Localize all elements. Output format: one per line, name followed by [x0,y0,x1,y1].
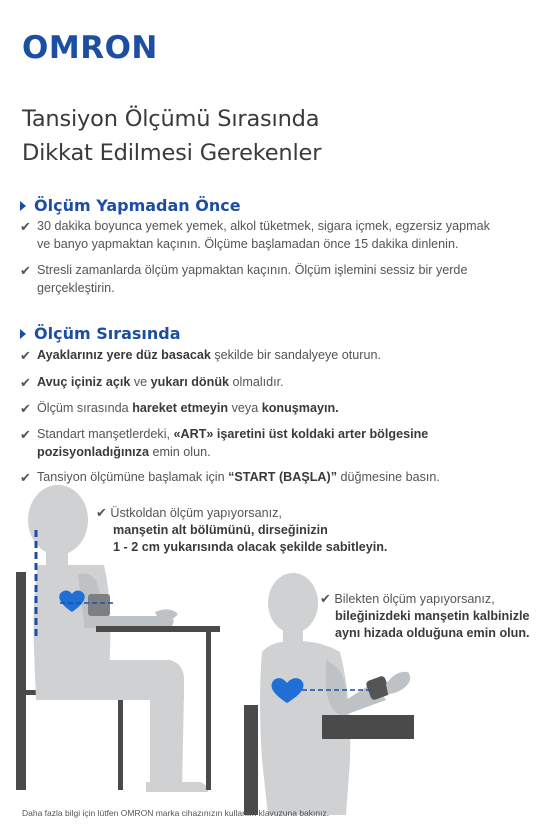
check-icon: ✔ [20,219,31,234]
check-icon: ✔ [20,470,31,485]
note-bold-line: aynı hizada olduğuna emin olun. [335,626,530,640]
note-bold-line: bileğinizdeki manşetin kalbinizle [335,609,530,623]
lower-leg [150,690,184,790]
check-icon: ✔ [20,348,31,363]
check-icon: ✔ [20,427,31,442]
item-text: şekilde bir sandalyeye oturun. [210,348,381,362]
note-bold-line: 1 - 2 cm yukarısında olacak şekilde sabitleyin. [113,540,388,554]
brand-logo: OMRON [22,30,158,66]
arm-support [322,715,414,739]
item-text: ve [130,375,151,389]
check-icon: ✔ [20,375,31,390]
head [268,573,318,633]
item-bold-text: işaretini üst koldaki arter bölgesine [213,427,429,441]
item-bold-text: “START (BAŞLA)” [228,470,338,484]
upper-arm-note [96,504,387,556]
table-leg [206,632,211,790]
item-text-line: gerçekleştirin. [37,280,115,295]
item-text: Tansiyon ölçümüne başlamak için [37,470,229,484]
note-bold-line: manşetin alt bölümünü, dirseğinizin [113,523,328,537]
item-text: olmalıdır. [229,375,284,389]
check-icon: ✔ [20,263,31,278]
item-text: emin olun. [148,444,211,459]
item-bold-text: Ayaklarınız yere düz basacak [37,348,211,362]
check-icon: ✔ [20,401,31,416]
note-line: Üstkoldan ölçüm yapıyorsanız, [110,506,282,520]
arm-cuff [88,594,110,616]
chair-back [244,705,258,815]
item-text: düğmesine basın. [337,470,440,484]
wrist-note [320,590,530,642]
check-icon: ✔ [320,591,331,606]
page-title-line-2: Dikkat Edilmesi Gerekenler [22,140,322,166]
chair-back [16,572,26,790]
item-bold-text: «ART» [173,427,214,441]
item-bold-text: pozisyonladığınıza [37,444,149,459]
item-text-line: 30 dakika boyunca yemek yemek, alkol tüketmek, sigara içmek, egzersiz yapmak [37,219,490,233]
item-text: Ölçüm sırasında [37,401,133,415]
chair-leg [118,690,123,790]
item-bold-text: yukarı dönük [150,375,230,389]
item-text: veya [228,401,262,415]
item-bold-text: konuşmayın. [261,401,339,415]
item-text-line: Stresli zamanlarda ölçüm yapmaktan kaçının. Ölçüm işlemini sessiz bir yerde [37,263,468,277]
item-text: Standart manşetlerdeki, [37,427,174,441]
item-bold-text: Avuç içiniz açık [37,375,131,389]
hand [386,672,410,694]
section-heading: Ölçüm Sırasında [34,324,181,343]
section-heading: Ölçüm Yapmadan Önce [34,196,241,215]
item-text-line: ve banyo yapmaktan kaçının. Ölçüme başlamadan önce 15 dakika dinlenin. [37,236,459,251]
item-bold-text: hareket etmeyin [132,401,229,415]
note-line: Bilekten ölçüm yapıyorsanız, [334,592,495,606]
foot [146,782,208,792]
page-title-line-1: Tansiyon Ölçümü Sırasında [22,106,320,132]
table-top [96,626,220,632]
check-icon: ✔ [96,505,107,520]
footer-note: Daha fazla bilgi için lütfen OMRON marka cihazınızın kullanım klavuzuna bakınız. [22,808,330,818]
